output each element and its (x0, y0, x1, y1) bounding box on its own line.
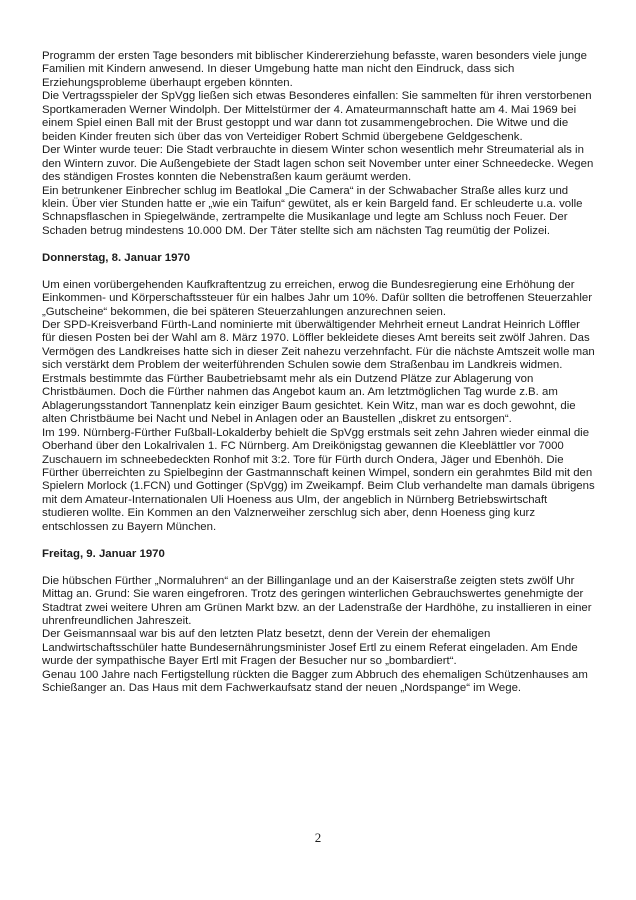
paragraph: Genau 100 Jahre nach Fertigstellung rückten die Bagger zum Abbruch des ehemaligen Schützenhauses am Schießanger an. Das Haus mit dem Fachwerkaufsatz stand der neuen „Nordspange“ im Wege. (42, 668, 588, 695)
page-number: 2 (314, 830, 322, 845)
paragraph: Der Geismannsaal war bis auf den letzten Platz besetzt, denn der Verein der ehemaligen Landwirtschaftsschüler hatte Bundesernährungsminister Josef Ertl zu einem Referat eingeladen. Am Ende wurde der sympathische Bayer Ertl mit Fragen der Besucher nur so „bombardiert“. (42, 628, 578, 668)
paragraph: Erstmals bestimmte das Fürther Baubetriebsamt mehr als ein Dutzend Plätze zur Ablagerung von Christbäumen. Doch die Fürther nahmen das Angebot kaum an. Am letztmöglichen Tag wurde z.B. am Ablagerungsstandort Tannenplatz kein einziger Baum gesichtet. Kein Witz, man war es doch gewohnt, die alten Christbäume bei Nacht und Nebel in Anlagen oder an Baustellen „diskret zu entsorgen“. (42, 372, 576, 426)
paragraph: Um einen vorübergehenden Kaufkraftentzug zu erreichen, erwog die Bundesregierung eine Erhöhung der Einkommen- und Körperschaftssteuer für ein halbes Jahr um 10%. Dafür sollten die betroffenen Steuerzahler „Gutscheine“ bekommen, die bei späteren Steuerzahlungen anzurechnen seien. (42, 278, 593, 318)
paragraph: Programm der ersten Tage besonders mit biblischer Kindererziehung befasste, waren besonders viele junge Familien mit Kindern anwesend. In dieser Umgebung hatte man nicht den Eindruck, dass sich Erziehungsprobleme überhaupt ergeben könnten. (42, 50, 587, 89)
paragraph: Der Winter wurde teuer: Die Stadt verbrauchte in diesem Winter schon wesentlich mehr Streumaterial als in den Wintern zuvor. Die Außengebiete der Stadt lagen schon seit November unter einer Schneedecke. Wegen des ständigen Frostes konnten die Nebenstraßen kaum geräumt werden. (42, 144, 594, 184)
paragraph: Im 199. Nürnberg-Fürther Fußball-Lokalderby behielt die SpVgg erstmals seit zehn Jahren wieder einmal die Oberhand über den Lokalrivalen 1. FC Nürnberg. Am Dreikönigstag gewannen die Kleeblättler vor 7000 Zuschauern im schneebedeckten Ronhof mit 3:2. Tore für Fürth durch Ondera, Jäger und Ebenhöh. Die Fürther überreichten zu Spielbeginn der Gastmannschaft keinen Wimpel, sondern ein gerahmtes Bild mit den Spielern Morlock (1.FCN) und Gottinger (SpVgg) im Zweikampf. Beim Club verhandelte man damals übrigens mit dem Amateur-Internationalen Uli Hoeness aus Ulm, der angeblich in Nürnberg Betriebswirtschaft studieren wollte. Ein Kommen an den Valznerweiher zerschlug sich aber, denn Hoeness ging kurz entschlossen zu Bayern München. (42, 426, 595, 533)
section-heading: Freitag, 9. Januar 1970 (42, 547, 165, 560)
section-heading: Donnerstag, 8. Januar 1970 (42, 251, 191, 264)
paragraph: Der SPD-Kreisverband Fürth-Land nominierte mit überwältigender Mehrheit erneut Landrat Heinrich Löffler für diesen Posten bei der Wahl am 8. März 1970. Löffler bekleidete dieses Amt bereits seit zwölf Jahren. Das Vermögen des Landkreises hatte sich in dieser Zeit nahezu verzehnfacht. Für die nächste Amtszeit wolle man sich verstärkt dem Problem der weiterführenden Schulen sowie dem Straßenbau im Landkreis widmen. (42, 319, 595, 372)
document-body (42, 50, 596, 696)
paragraph: Die hübschen Fürther „Normaluhren“ an der Billinganlage und an der Kaiserstraße zeigten stets zwölf Uhr Mittag an. Grund: Sie waren eingefroren. Trotz des geringen winterlichen Gebrauchswertes genehmigte der Stadtrat zwei weitere Uhren am Grünen Markt bzw. an der Ladenstraße der Hardhöhe, zu installieren in einer uhrenfreundlichen Jahreszeit. (42, 574, 592, 627)
paragraph: Ein betrunkener Einbrecher schlug im Beatlokal „Die Camera“ in der Schwabacher Straße alles kurz und klein. Über vier Stunden hatte er „wie ein Taifun“ gewütet, als er kein Bargeld fand. Er schleuderte u.a. volle Schnapsflaschen in Spiegelwände, zertrampelte die Musikanlage und legte am Schluss noch Feuer. Der Schaden betrug mindestens 10.000 DM. Der Täter stellte sich am nächsten Tag reumütig der Polizei. (42, 184, 583, 237)
paragraph: Die Vertragsspieler der SpVgg ließen sich etwas Besonderes einfallen: Sie sammelten für ihren verstorbenen Sportkameraden Werner Windolph. Der Mittelstürmer der 4. Amateurmannschaft hatte am 4. Mai 1969 bei einem Spiel einen Ball mit der Brust gestoppt und war dann tot zusammengebrochen. Die Witwe und die beiden Kinder freuten sich über das von Verteidiger Robert Schmid übergebene Geldgeschenk. (42, 90, 592, 143)
